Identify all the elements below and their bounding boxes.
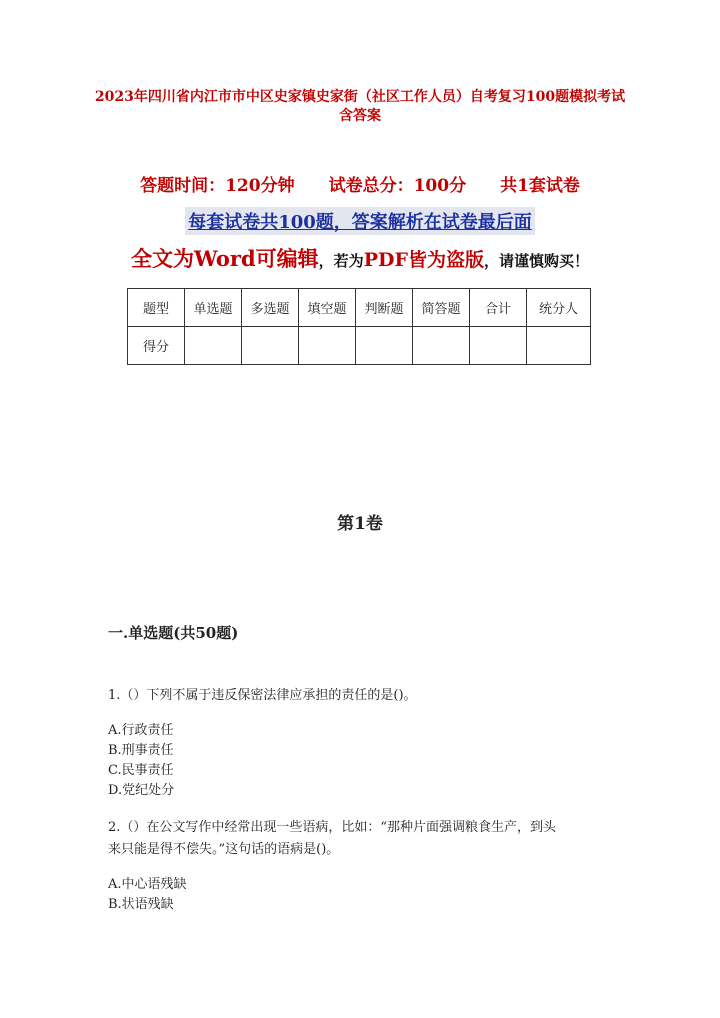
score-table-score-row — [128, 327, 591, 365]
question-2-text-line1: 2.（）在公文写作中经常出现一些语病，比如：“那种片面强调粮食生产，到头 — [108, 820, 557, 835]
score-table — [127, 288, 591, 365]
edit-warning — [0, 243, 720, 273]
question-1-option-c: C.民事责任 — [108, 763, 174, 778]
score-cell — [470, 327, 527, 365]
header-cell-true-false: 判断题 — [356, 289, 413, 327]
notice-line — [0, 207, 720, 235]
edit-note-connector: ，若为 — [318, 252, 364, 270]
score-cell — [356, 327, 413, 365]
score-cell — [527, 327, 591, 365]
score-cell — [185, 327, 242, 365]
header-cell-single-choice: 单选题 — [185, 289, 242, 327]
document-title: 2023年四川省内江市市中区史家镇史家街（社区工作人员）自考复习100题模拟考试含答案 — [94, 89, 626, 124]
score-row-label: 得分 — [128, 327, 185, 365]
answer-location-notice: 每套试卷共100题，答案解析在试卷最后面 — [185, 207, 535, 235]
question-1-option-d: D.党纪处分 — [108, 783, 175, 798]
score-cell — [413, 327, 470, 365]
purchase-caution: ，请谨慎购买！ — [483, 252, 589, 270]
editable-note: 全文为Word可编辑 — [131, 246, 319, 271]
score-table-header-row — [128, 289, 591, 327]
exam-meta: 答题时间：120分钟 试卷总分：100分 共1套试卷 — [140, 176, 580, 196]
pdf-piracy-note: PDF皆为盗版 — [363, 249, 484, 271]
score-cell — [242, 327, 299, 365]
header-cell-total: 合计 — [470, 289, 527, 327]
question-1-text: 1.（）下列不属于违反保密法律应承担的责任的是()。 — [108, 688, 417, 703]
header-cell-short-answer: 简答题 — [413, 289, 470, 327]
question-1-option-b: B.刑事责任 — [108, 743, 174, 758]
question-1-option-a: A.行政责任 — [108, 723, 174, 738]
header-cell-type: 题型 — [128, 289, 185, 327]
volume-title: 第1卷 — [337, 514, 383, 534]
question-2-option-b: B.状语残缺 — [108, 897, 174, 912]
question-2-option-a: A.中心语残缺 — [108, 877, 187, 892]
score-cell — [299, 327, 356, 365]
header-cell-multiple-choice: 多选题 — [242, 289, 299, 327]
header-cell-scorer: 统分人 — [527, 289, 591, 327]
header-cell-fill-blank: 填空题 — [299, 289, 356, 327]
part-title: 一.单选题(共50题) — [108, 624, 239, 642]
question-2-text-line2: 来只能是得不偿失。”这句话的语病是()。 — [108, 842, 340, 857]
